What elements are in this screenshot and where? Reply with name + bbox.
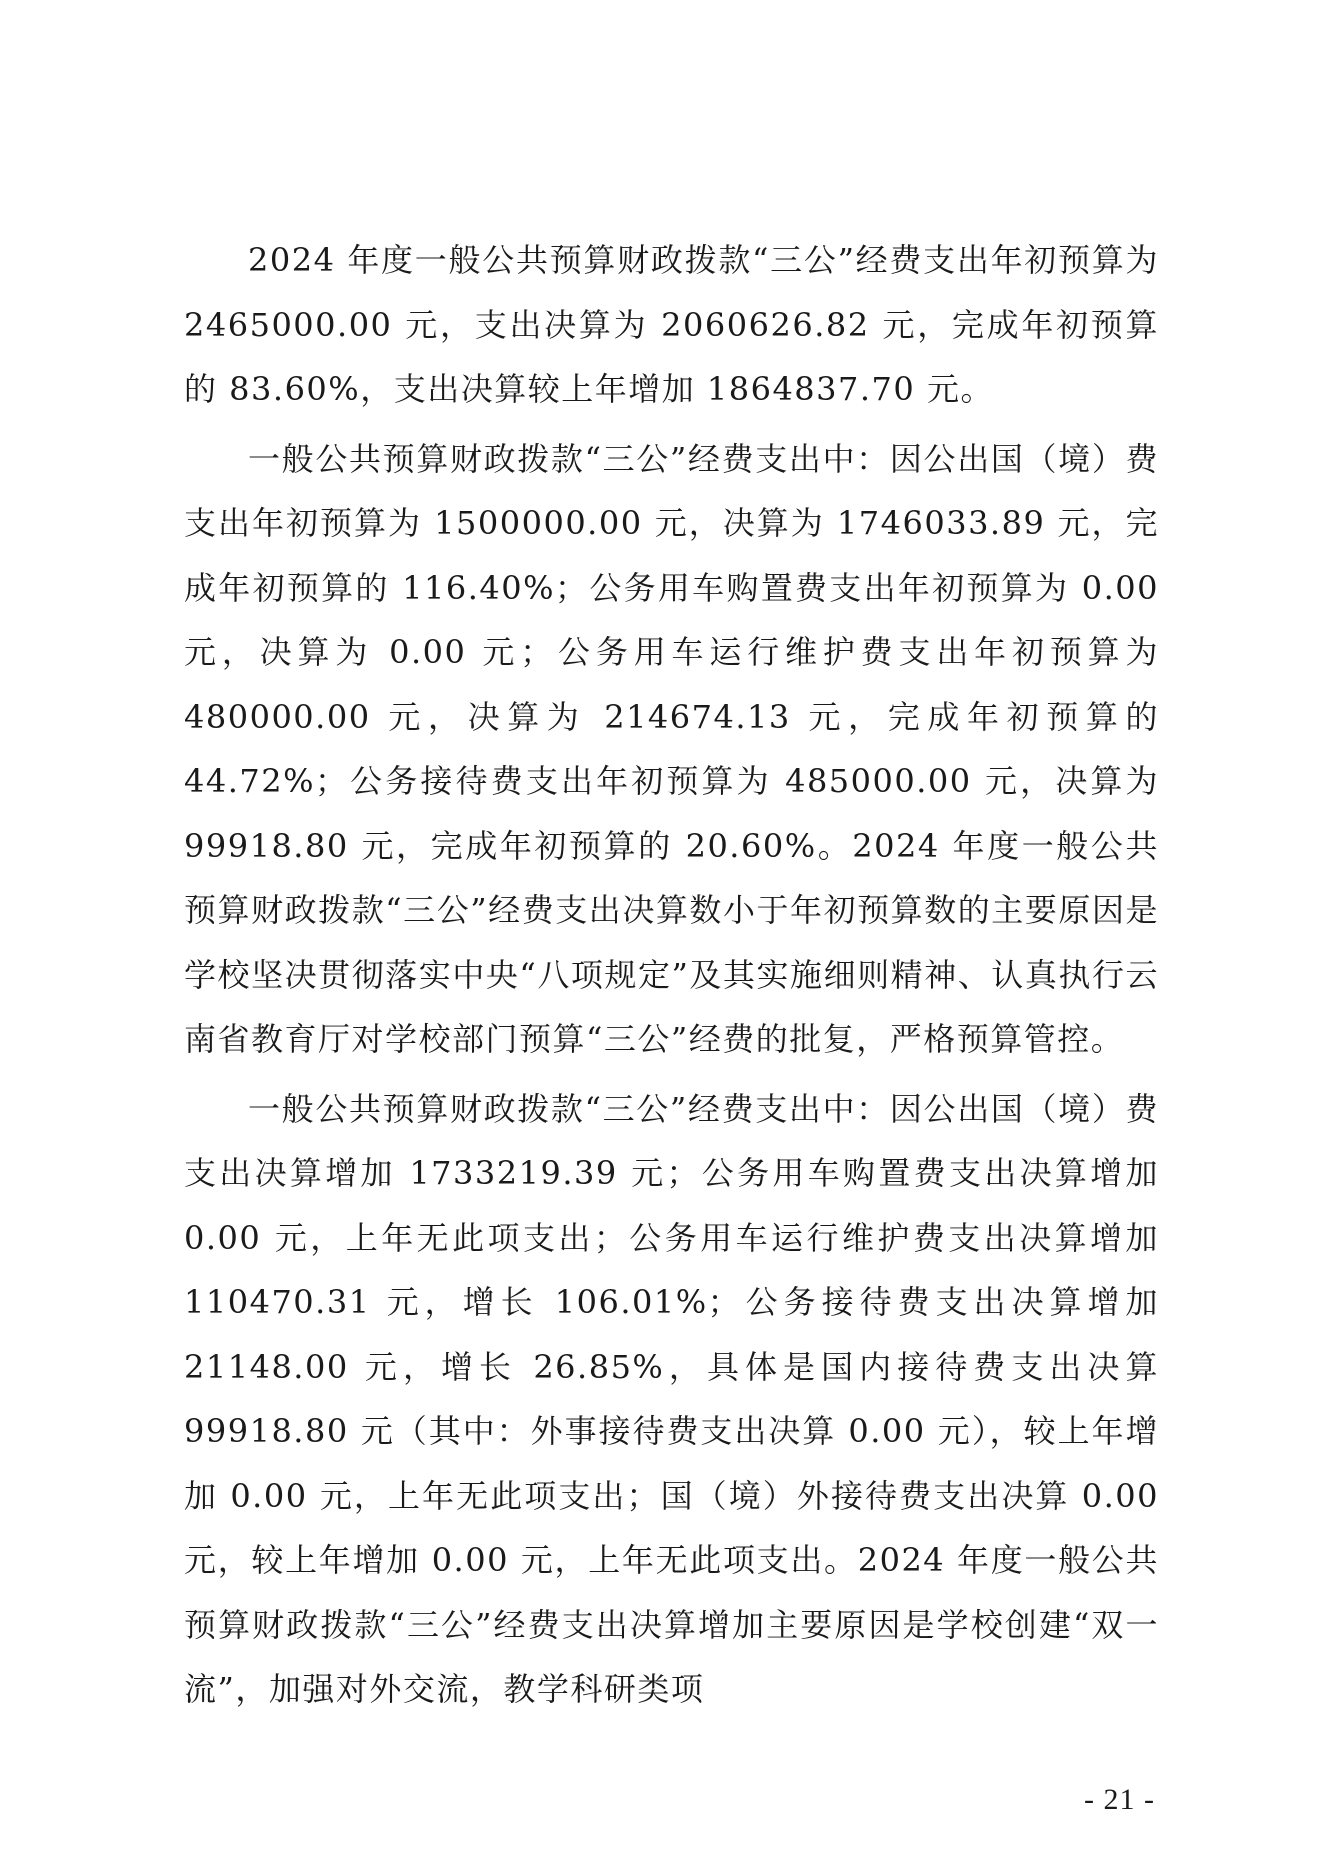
document-body bbox=[184, 228, 1159, 1722]
page-number: - 21 - bbox=[1084, 1783, 1155, 1816]
paragraph-expense-changes: 一般公共预算财政拨款“三公”经费支出中：因公出国（境）费支出决算增加 1733219.39 元；公务用车购置费支出决算增加 0.00 元，上年无此项支出；公务用车运行维护费支出决算增加 110470.31 元，增长 106.01%；公务接待费支出决算增加 21148.00 元，增长 26.85%，具体是国内接待费支出决算 99918.80 元（其中：外事接待费支出决算 0.00 元），较上年增加 0.00 元，上年无此项支出；国（境）外接待费支出决算 0.00 元，较上年增加 0.00 元，上年无此项支出。2024 年度一般公共预算财政拨款“三公”经费支出决算增加主要原因是学校创建“双一流”，加强对外交流，教学科研类项 bbox=[184, 1089, 1159, 1708]
paragraph-budget-breakdown: 一般公共预算财政拨款“三公”经费支出中：因公出国（境）费支出年初预算为 1500000.00 元，决算为 1746033.89 元，完成年初预算的 116.40%；公务用车购置费支出年初预算为 0.00 元，决算为 0.00 元；公务用车运行维护费支出年初预算为 480000.00 元，决算为 214674.13 元，完成年初预算的 44.72%；公务接待费支出年初预算为 485000.00 元，决算为 99918.80 元，完成年初预算的 20.60%。2024 年度一般公共预算财政拨款“三公”经费支出决算数小于年初预算数的主要原因是学校坚决贯彻落实中央“八项规定”及其实施细则精神、认真执行云南省教育厅对学校部门预算“三公”经费的批复，严格预算管控。 bbox=[184, 439, 1159, 1058]
paragraph-budget-summary: 2024 年度一般公共预算财政拨款“三公”经费支出年初预算为 2465000.00 元，支出决算为 2060626.82 元，完成年初预算的 83.60%，支出决算较上年增加 1864837.70 元。 bbox=[184, 241, 1159, 408]
